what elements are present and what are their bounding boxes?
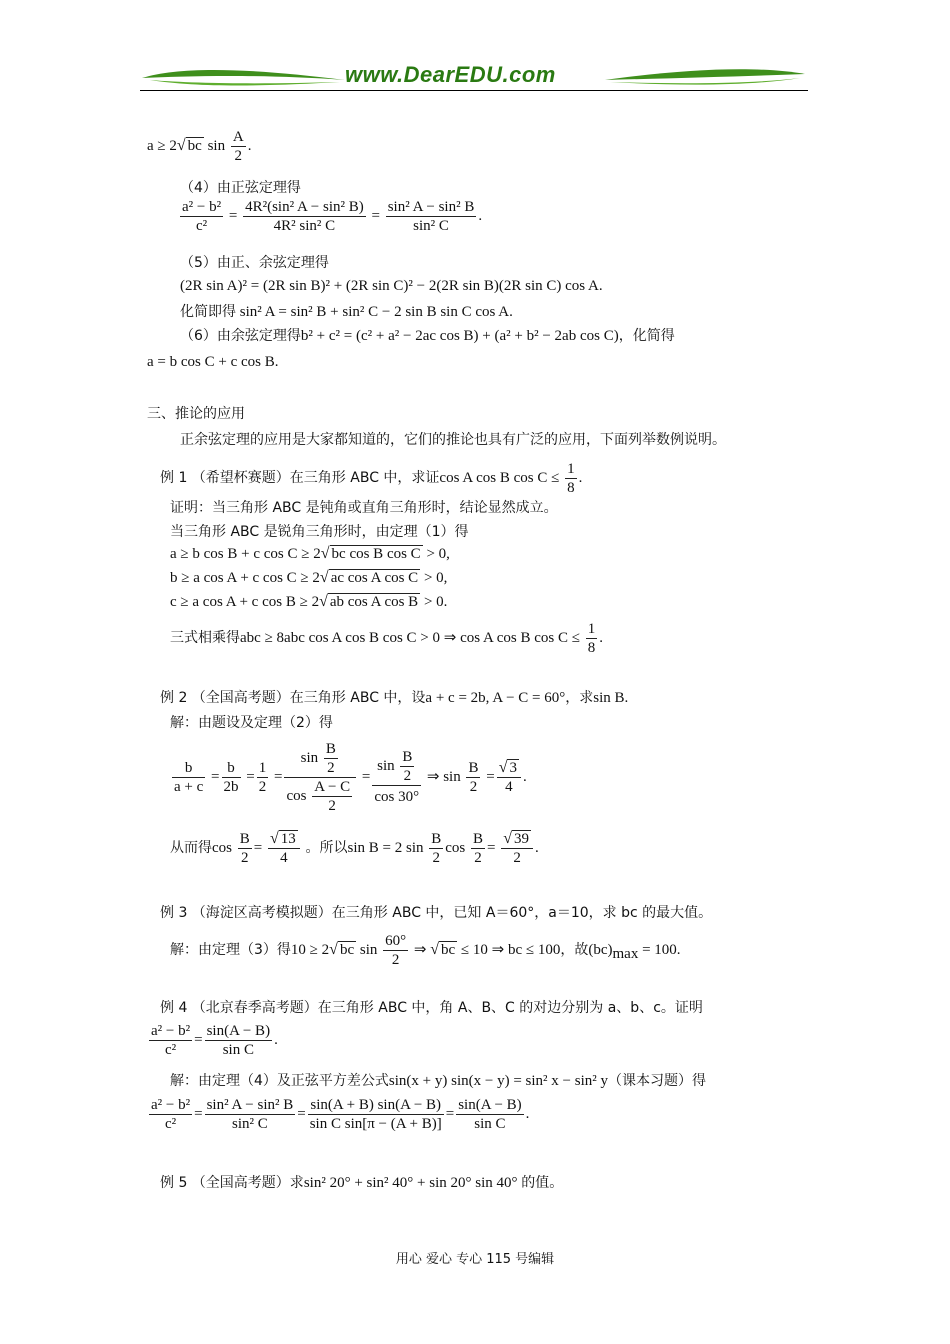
item-4-label: （4）由正弦定理得 (180, 180, 301, 196)
fraction: $\frac{B}{2}$ (468, 760, 479, 795)
example-2-solution: 解：由题设及定理（2）得 (170, 715, 333, 731)
example-3-heading: 例 3 （海淀区高考模拟题）在三角形 ABC 中，已知 A＝60°，a＝10，求 bc 的最大值。 (160, 905, 713, 921)
fraction: $\frac{\text{a² − b²}}{\text{c²}}$ (182, 199, 222, 234)
fraction: $\frac{b}{a + c}$ (174, 760, 204, 795)
section-3-title: 三、推论的应用 (147, 406, 245, 422)
example-1-ineq-3: c ≥ a cos A + c cos B ≥ 2√ ab cos A cos B > 0. (170, 593, 448, 610)
example-1-ineq-2: b ≥ a cos A + c cos C ≥ 2√ ac cos A cos C > 0, (170, 569, 448, 586)
leaf-logo-right (600, 62, 810, 92)
example-4-heading: 例 4 （北京春季高考题）在三角形 ABC 中，角 A、B、C 的对边分别为 a、b、c。证明 (160, 1000, 703, 1016)
example-1-ineq-1: a ≥ b cos B + c cos C ≥ 2√ bc cos B cos C > 0, (170, 545, 450, 562)
item-5-label: （5）由正、余弦定理得 (180, 255, 329, 271)
section-3-intro: 正余弦定理的应用是大家都知道的，它们的推论也具有广泛的应用，下面列举数例说明。 (180, 432, 726, 448)
fraction: $\frac{A}{2}$ (232, 129, 244, 164)
fraction: sin $\frac{B}{2}$ cos $\frac{A - C}{2}$ (284, 740, 356, 815)
fraction: $\frac{\text{sin² A − sin² B}}{\text{sin² C}}$ (387, 199, 475, 234)
example-4-derivation: $\frac{\text{a² − b²}}{\text{c²}}$ = $\frac{\text{sin² A − sin² B}}{\text{sin² C}}$ = $\frac{\sin(A + B) \sin(A - B)}{\text{sin C sin[π − (A + B)]}}$ = $\frac{\sin(A - B)}{\text{sin C}}$ . (151, 1097, 530, 1132)
site-logo-text: www.DearEDU.com (345, 62, 556, 87)
fraction: $\frac{b}{2b}$ (223, 760, 239, 795)
header-rule (140, 90, 808, 91)
sqrt-expression: √ bc (176, 136, 202, 154)
example-1-heading: 例 1 （希望杯赛题）在三角形 ABC 中，求证cos A cos B cos C ≤ $\frac{1}{8}$ . (160, 461, 583, 496)
fraction: $\frac{\text{4R²(sin² A − sin² B)}}{\text{4R² sin² C}}$ (245, 199, 364, 234)
fraction: sin $\frac{B}{2}$ cos 30° (374, 748, 420, 805)
item-6-line: （6）由余弦定理得b² + c² = (c² + a² − 2ac cos B) + (a² + b² − 2ab cos C)，化简得 (180, 328, 675, 344)
fraction: $\frac{√ 3}{4}$ (497, 759, 521, 796)
fraction: $\frac{1}{8}$ (567, 461, 575, 496)
example-1-proof-2: 当三角形 ABC 是锐角三角形时，由定理（1）得 (170, 524, 469, 540)
fraction: $\frac{1}{8}$ (587, 621, 596, 656)
math-text: sin (207, 137, 226, 154)
page-footer: 用心 爱心 专心 115 号编辑 (395, 1252, 555, 1267)
example-5-heading: 例 5 （全国高考题）求sin² 20° + sin² 40° + sin 20° sin 40° 的值。 (160, 1175, 564, 1191)
item-6-result: a = b cos C + c cos B. (147, 354, 279, 370)
math-text: a ≥ 2 (147, 137, 177, 154)
example-1-proof-1: 证明：当三角形 ABC 是钝角或直角三角形时，结论显然成立。 (170, 500, 558, 516)
formula-line-1: a ≥ 2√ bc sin $\frac{A}{2}$ . (147, 129, 252, 164)
item-4-formula: $\frac{\text{a² − b²}}{\text{c²}}$ = $\frac{\text{4R²(sin² A − sin² B)}}{\text{4R² sin² C}}$ = $\frac{\text{sin² A − sin² B}}{\text{sin² C}}$ . (182, 199, 483, 234)
example-4-claim: $\frac{\text{a² − b²}}{\text{c²}}$ = $\frac{\sin(A - B)}{\text{sin C}}$ . (151, 1023, 278, 1058)
fraction: $\frac{1}{2}$ (258, 760, 267, 795)
example-3-solution: 解：由定理（3）得10 ≥ 2√ bc sin $\frac{60^\circ}{2}$ ⇒ √ bc ≤ 10 ⇒ bc ≤ 100，故$(bc)_{max} = 100$. (170, 933, 681, 968)
page-header (140, 60, 810, 94)
item-5-simplified: 化简即得 sin² A = sin² B + sin² C − 2 sin B sin C cos A. (180, 304, 513, 320)
example-2-heading: 例 2 （全国高考题）在三角形 ABC 中，设a + c = 2b, A − C = 60°，求sin B. (160, 690, 629, 706)
example-1-conclusion: 三式相乘得abc ≥ 8abc cos A cos B cos C > 0 ⇒ cos A cos B cos C ≤ $\frac{1}{8}$ . (170, 621, 603, 656)
item-5-formula: (2R sin A)² = (2R sin B)² + (2R sin C)² − 2(2R sin B)(2R sin C) cos A. (180, 278, 603, 294)
example-2-result: 从而得cos $\frac{B}{2}$ = $\frac{√ 13}{4}$ 。所以sin B = 2 sin $\frac{B}{2}$ cos $\frac{B}{2}$ = $\frac{√ 39}{2}$ . (170, 830, 539, 866)
example-4-solution: 解：由定理（4）及正弦平方差公式sin(x + y) sin(x − y) = sin² x − sin² y（课本习题）得 (170, 1073, 707, 1089)
leaf-logo-left (140, 62, 350, 92)
example-2-formula: $\frac{b}{a + c}$ = $\frac{b}{2b}$ = $\frac{1}{2}$ = sin $\frac{B}{2}$ cos $\frac{A - C}{2}$ = sin $\frac{B}{2}$ cos 30° ⇒ sin $\frac{B}{2}$ = $\frac{√ 3}{4}$ . (174, 741, 527, 814)
